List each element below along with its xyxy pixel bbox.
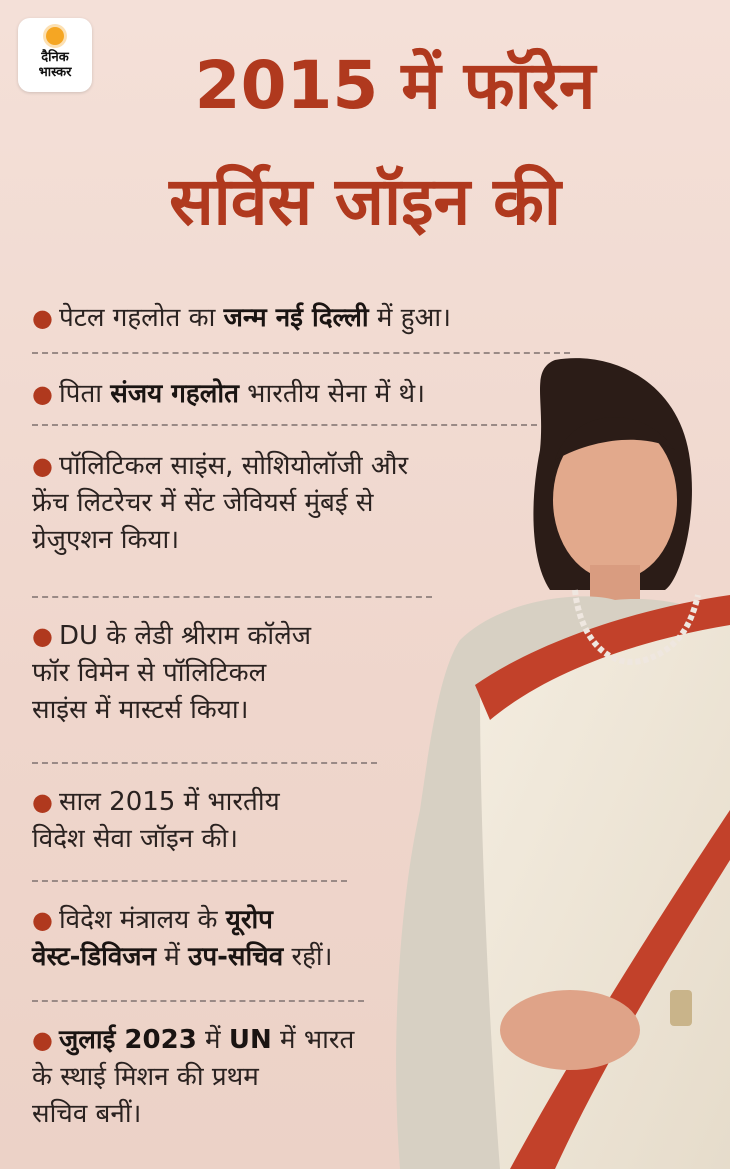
divider <box>32 1000 364 1002</box>
bullet-icon: ● <box>32 380 53 408</box>
bullet-icon: ● <box>32 906 53 934</box>
list-item: ● जुलाई 2023 में UN में भारत के स्थाई मिशन की प्रथम सचिव बनीं। <box>32 1025 355 1129</box>
brand-name-line2: भास्कर <box>38 65 72 80</box>
woman-portrait-icon <box>380 340 730 1169</box>
divider <box>32 424 537 426</box>
list-item: ● पॉलिटिकल साइंस, सोशियोलॉजी और फ्रेंच लिटरेचर में सेंट जेवियर्स मुंबई से ग्रेजुएशन किया। <box>32 451 409 555</box>
bullet-icon: ● <box>32 304 53 332</box>
divider <box>32 596 432 598</box>
headline-line2: सर्विस जॉइन की <box>169 163 561 240</box>
list-item: ● DU के लेडी श्रीराम कॉलेज फॉर विमेन से पॉलिटिकल साइंस में मास्टर्स किया। <box>32 621 311 725</box>
divider <box>32 880 347 882</box>
bullet-icon: ● <box>32 1026 53 1054</box>
bullet-icon: ● <box>32 452 53 480</box>
brand-name-line1: दैनिक <box>41 50 69 65</box>
list-item: ● साल 2015 में भारतीय विदेश सेवा जॉइन की। <box>32 787 280 854</box>
divider <box>32 352 570 354</box>
list-item: ● विदेश मंत्रालय के यूरोप वेस्ट-डिविजन में उप-सचिव रहीं। <box>32 905 333 972</box>
divider <box>32 762 377 764</box>
sun-icon <box>46 27 64 45</box>
bullet-icon: ● <box>32 622 53 650</box>
list-item: ● पेटल गहलोत का जन्म नई दिल्ली में हुआ। <box>32 303 451 333</box>
headline-line1: 2015 में फॉरेन <box>194 47 596 124</box>
list-item: ● पिता संजय गहलोत भारतीय सेना में थे। <box>32 379 426 409</box>
bullet-icon: ● <box>32 788 53 816</box>
